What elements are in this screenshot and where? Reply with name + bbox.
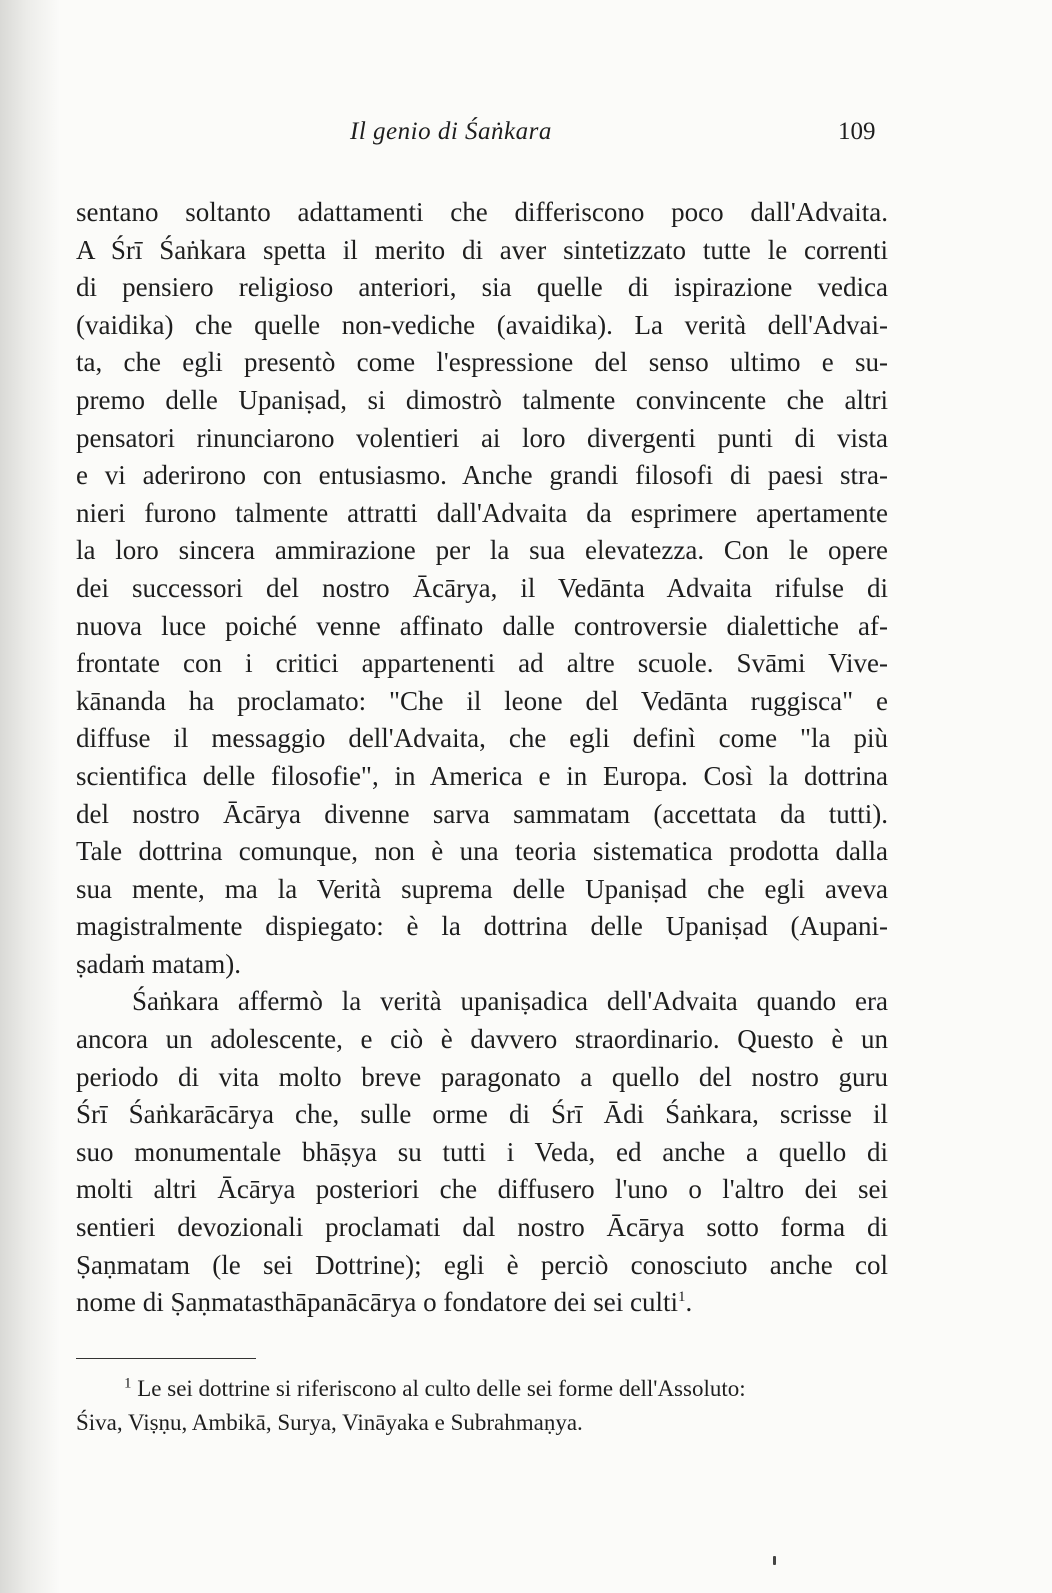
page-header — [0, 118, 1052, 152]
text-line: (vaidika) che quelle non-vediche (avaidika). La verità dell'Advai- — [76, 309, 888, 340]
body-text — [76, 194, 888, 1322]
footnote-line: Śiva, Viṣṇu, Ambikā, Surya, Vināyaka e Subrahmaṇya. — [76, 1410, 583, 1435]
text-line: diffuse il messaggio dell'Advaita, che egli definì come "la più — [76, 723, 888, 754]
running-title: Il genio di Śaṅkara — [350, 118, 552, 145]
text-line: periodo di vita molto breve paragonato a quello del nostro guru — [76, 1061, 888, 1092]
text-line: sua mente, ma la Verità suprema delle Upaniṣad che egli aveva — [76, 873, 888, 904]
page-number: 109 — [838, 118, 876, 145]
text-line: Śrī Śaṅkarācārya che, sulle orme di Śrī Ādi Śaṅkara, scrisse il — [76, 1099, 888, 1130]
text-line: scientifica delle filosofie", in America e in Europa. Così la dottrina — [76, 760, 888, 791]
text-line: suo monumentale bhāṣya su tutti i Veda, ed anche a quello di — [76, 1136, 888, 1167]
footnote-reference: 1 — [678, 1289, 686, 1306]
text-line: nieri furono talmente attratti dall'Advaita da esprimere apertamente — [76, 497, 888, 528]
text-line: ṣadaṁ matam). — [76, 948, 241, 979]
text-line: pensatori rinunciarono volentieri ai loro divergenti punti di vista — [76, 422, 888, 453]
page-gutter-shadow — [0, 0, 60, 1593]
footnote-text: Le sei dottrine si riferiscono al culto delle sei forme dell'Assoluto: — [137, 1376, 746, 1401]
text-line: magistralmente dispiegato: è la dottrina delle Upaniṣad (Aupani- — [76, 911, 888, 942]
text-line: A Śrī Śaṅkara spetta il merito di aver sintetizzato tutte le correnti — [76, 234, 888, 265]
text-line: ta, che egli presentò come l'espressione del senso ultimo e su- — [76, 347, 888, 378]
footnote-line — [76, 1372, 888, 1406]
text-line: sentieri devozionali proclamati dal nostro Ācārya sotto forma di — [76, 1212, 888, 1243]
text-line: del nostro Ācārya divenne sarva sammatam (accettata da tutti). — [76, 798, 888, 829]
text-line: Tale dottrina comunque, non è una teoria sistematica prodotta dalla — [76, 836, 888, 867]
text-line: e vi aderirono con entusiasmo. Anche grandi filosofi di paesi stra- — [76, 460, 888, 491]
text-line: di pensiero religioso anteriori, sia quelle di ispirazione vedica — [76, 272, 888, 303]
text-line: frontate con i critici appartenenti ad altre scuole. Svāmi Vive- — [76, 648, 888, 679]
text-line: Ṣaṇmatam (le sei Dottrine); egli è perciò conosciuto anche col — [76, 1249, 888, 1280]
text-line: premo delle Upaniṣad, si dimostrò talmente convincente che altri — [76, 384, 888, 415]
text-line: dei successori del nostro Ācārya, il Vedānta Advaita rifulse di — [76, 572, 888, 603]
scan-speck — [773, 1556, 776, 1565]
text-line: la loro sincera ammirazione per la sua elevatezza. Con le opere — [76, 535, 888, 566]
text-line: Śaṅkara affermò la verità upaniṣadica dell'Advaita quando era — [132, 986, 888, 1017]
text-line: nuova luce poiché venne affinato dalle controversie dialettiche af- — [76, 610, 888, 641]
text-line: molti altri Ācārya posteriori che diffusero l'uno o l'altro dei sei — [76, 1174, 888, 1205]
footnote-marker: 1 — [124, 1375, 132, 1392]
footnote-divider — [76, 1358, 256, 1359]
footnotes — [76, 1372, 888, 1440]
text-line: ancora un adolescente, e ciò è davvero straordinario. Questo è un — [76, 1024, 888, 1055]
text-line: kānanda ha proclamato: "Che il leone del Vedānta ruggisca" e — [76, 685, 888, 716]
text-line-content: nome di Ṣaṇmatasthāpanācārya o fondatore dei sei culti — [76, 1287, 679, 1318]
text-line: sentano soltanto adattamenti che differiscono poco dall'Advaita. — [76, 197, 888, 227]
text-line — [76, 1284, 888, 1322]
text-line-punctuation: . — [685, 1287, 693, 1318]
